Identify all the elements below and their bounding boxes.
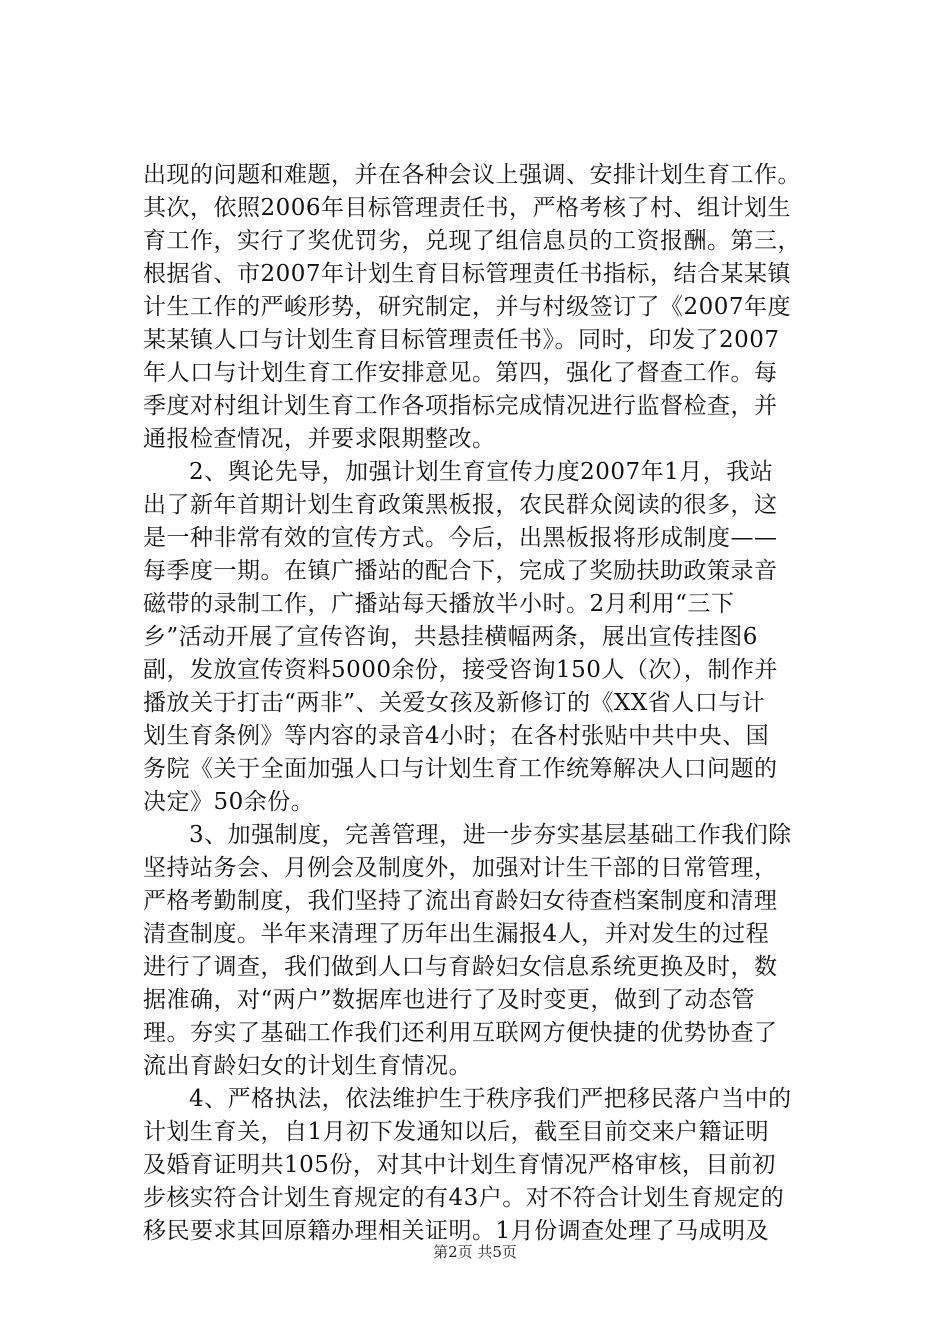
text-line: 及婚育证明共105份，对其中计划生育情况严格审核，目前初 [143, 1152, 776, 1178]
text-line: 磁带的录制工作，广播站每天播放半小时。2月利用“三下 [143, 591, 735, 617]
text-line: 年人口与计划生育工作安排意见。第四，强化了督查工作。每 [143, 360, 778, 386]
text-line: 划生育条例》等内容的录音4小时；在各村张贴中共中央、国 [143, 723, 770, 749]
text-line: 播放关于打击“两非”、关爱女孩及新修订的《XX省人口与计 [143, 690, 766, 716]
text-line: 出了新年首期计划生育政策黑板报，农民群众阅读的很多，这 [143, 492, 778, 518]
text-line: 务院《关于全面加强人口与计划生育工作统筹解决人口问题的 [143, 756, 778, 782]
text-line: 育工作，实行了奖优罚劣，兑现了组信息员的工资报酬。第三， [143, 228, 801, 254]
text-line: 通报检查情况，并要求限期整改。 [143, 426, 496, 452]
text-line: 决定》50余份。 [143, 789, 315, 815]
text-line: 是一种非常有效的宣传方式。今后，出黑板报将形成制度—— [143, 525, 778, 551]
text-line: 坚持站务会、月例会及制度外，加强对计生干部的日常管理， [143, 855, 778, 881]
paragraph-first-line: 3、加强制度，完善管理，进一步夯实基层基础工作我们除 [189, 822, 792, 848]
text-line: 副，发放宣传资料5000余份，接受咨询150人（次），制作并 [143, 657, 778, 683]
page-number-label: 第2页 共5页 [433, 1243, 517, 1261]
text-line: 严格考勤制度，我们坚持了流出育龄妇女待查档案制度和清理 [143, 888, 778, 914]
text-line: 据准确，对“两户”数据库也进行了及时变更，做到了动态管 [143, 987, 756, 1013]
text-line: 季度对村组计划生育工作各项指标完成情况进行监督检查，并 [143, 393, 778, 419]
text-line: 某某镇人口与计划生育目标管理责任书》。同时，印发了2007 [143, 327, 780, 353]
text-line: 进行了调查，我们做到人口与育龄妇女信息系统更换及时，数 [143, 954, 778, 980]
text-line: 根据省、市2007年计划生育目标管理责任书指标，结合某某镇 [143, 261, 792, 287]
paragraph-first-line: 2、舆论先导，加强计划生育宣传力度2007年1月，我站 [189, 459, 774, 485]
text-line: 理。夯实了基础工作我们还利用互联网方便快捷的优势协查了 [143, 1020, 778, 1046]
text-line: 出现的问题和难题，并在各种会议上强调、安排计划生育工作。 [143, 162, 801, 188]
text-line: 乡”活动开展了宣传咨询，共悬挂横幅两条，展出宣传挂图6 [143, 624, 758, 650]
text-line: 其次，依照2006年目标管理责任书，严格考核了村、组计划生 [143, 195, 792, 221]
paragraph-first-line: 4、严格执法，依法维护生于秩序我们严把移民落户当中的 [189, 1086, 792, 1112]
text-line: 每季度一期。在镇广播站的配合下，完成了奖励扶助政策录音 [143, 558, 778, 584]
text-line: 步核实符合计划生育规定的有43户。对不符合计划生育规定的 [143, 1185, 785, 1211]
text-line: 流出育龄妇女的计划生育情况。 [143, 1053, 472, 1079]
text-line: 计生工作的严峻形势，研究制定，并与村级签订了《2007年度 [143, 294, 792, 320]
text-line: 清查制度。半年来清理了历年出生漏报4人，并对发生的过程 [143, 921, 770, 947]
document-body [143, 159, 815, 1248]
text-line: 计划生育关，自1月初下发通知以后，截至目前交来户籍证明 [143, 1119, 770, 1145]
page-footer [0, 1242, 950, 1262]
text-line: 移民要求其回原籍办理相关证明。1月份调查处理了马成明及 [143, 1218, 770, 1244]
